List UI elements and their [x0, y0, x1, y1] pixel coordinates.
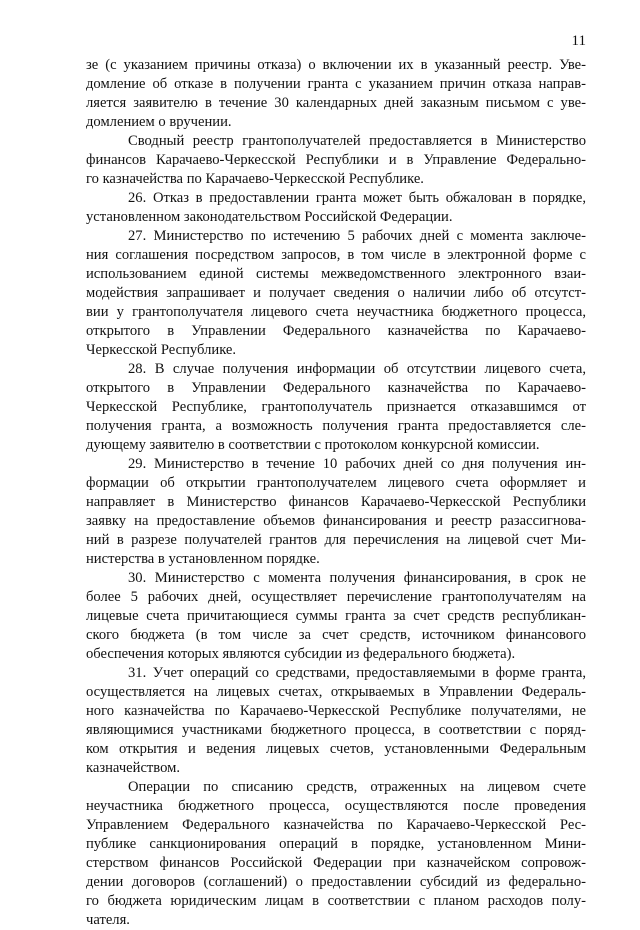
text-line: установленном законодательством Российской Федерации.: [86, 209, 453, 225]
paragraph: [86, 132, 586, 189]
text-line: ляется заявителю в течение 30 календарных дней заказным письмом с уве-: [86, 95, 586, 111]
text-line: 31. Учет операций со средствами, предоставляемыми в форме гранта,: [128, 665, 586, 681]
text-line: домление об отказе в получении гранта с указанием причин отказа направ-: [86, 76, 586, 92]
text-line: казначейством.: [86, 760, 180, 776]
text-line: осуществляется на лицевых счетах, открываемых в Управлении Федераль-: [86, 684, 586, 700]
text-line: ного казначейства по Карачаево-Черкесской Республике получателями, не: [86, 703, 586, 719]
text-line: открытого в Управлении Федерального казначейства по Карачаево-: [86, 323, 586, 339]
text-line: 28. В случае получения информации об отсутствии лицевого счета,: [128, 361, 586, 377]
text-line: лицевые счета причитающиеся суммы гранта за счет средств республикан-: [86, 608, 586, 624]
text-line: обеспечения которых являются субсидии из федерального бюджета).: [86, 646, 516, 662]
text-line: дующему заявителю в соответствии с протоколом конкурсной комиссии.: [86, 437, 540, 453]
paragraph: [86, 664, 586, 778]
document-body: [86, 56, 586, 930]
paragraph: [86, 455, 586, 569]
text-line: финансов Карачаево-Черкесской Республики и в Управление Федерально-: [86, 152, 586, 168]
text-line: использованием единой системы межведомственного электронного взаи-: [86, 266, 586, 282]
paragraph: [86, 778, 586, 930]
text-line: Сводный реестр грантополучателей предоставляется в Министерство: [128, 133, 586, 149]
text-line: Черкесской Республике.: [86, 342, 237, 358]
text-line: 26. Отказ в предоставлении гранта может быть обжалован в порядке,: [128, 190, 586, 206]
text-line: заявку на предоставление объемов финансирования и реестр разассигнова-: [86, 513, 586, 529]
text-line: публике санкционирования операций в порядке, установленном Мини-: [86, 836, 586, 852]
text-line: Операции по списанию средств, отраженных на лицевом счете: [128, 779, 586, 795]
text-line: чателя.: [86, 912, 130, 928]
text-line: направляет в Министерство финансов Карачаево-Черкесской Республики: [86, 494, 586, 510]
text-line: открытого в Управлении Федерального казначейства по Карачаево-: [86, 380, 586, 396]
paragraph: [86, 360, 586, 455]
text-line: ния соглашения посредством запросов, в том числе в электронной форме с: [86, 247, 586, 263]
text-line: вии у грантополучателя лицевого счета неучастника бюджетного процесса,: [86, 304, 586, 320]
text-line: неучастника бюджетного процесса, осуществляются после проведения: [86, 798, 586, 814]
text-line: ний в разрезе получателей грантов для перечисления на лицевой счет Ми-: [86, 532, 586, 548]
text-line: го бюджета юридическим лицам в соответствии с планом расходов полу-: [86, 893, 586, 909]
text-line: Черкесской Республике, грантополучатель признается отказавшимся от: [86, 399, 586, 415]
text-line: 30. Министерство с момента получения финансирования, в срок не: [128, 570, 586, 586]
text-line: 27. Министерство по истечению 5 рабочих дней с момента заключе-: [128, 228, 586, 244]
text-line: Управлением Федерального казначейства по Карачаево-Черкесской Рес-: [86, 817, 586, 833]
text-line: более 5 рабочих дней, осуществляет перечисление грантополучателям на: [86, 589, 586, 605]
text-line: формации об открытии грантополучателем лицевого счета оформляет и: [86, 475, 586, 491]
paragraph: [86, 569, 586, 664]
text-line: домлением о вручении.: [86, 114, 232, 130]
text-line: модействия запрашивает и получает сведения о наличии либо об отсутст-: [86, 285, 586, 301]
text-line: ского бюджета (в том числе за счет средств, источником финансового: [86, 627, 586, 643]
paragraph: [86, 227, 586, 360]
text-line: стерством финансов Российской Федерации при казначейском сопровож-: [86, 855, 586, 871]
text-line: ком открытия и ведения лицевых счетов, установленными Федеральным: [86, 741, 586, 757]
text-line: получения гранта, а возможность получения гранта предоставляется сле-: [86, 418, 586, 434]
text-line: дении договоров (соглашений) о предоставлении субсидий из федерально-: [86, 874, 586, 890]
text-line: нистерства в установленном порядке.: [86, 551, 320, 567]
text-line: зе (с указанием причины отказа) о включении их в указанный реестр. Уве-: [86, 57, 586, 73]
text-line: 29. Министерство в течение 10 рабочих дней со дня получения ин-: [128, 456, 586, 472]
text-line: являющимися участниками бюджетного процесса, в соответствии с поряд-: [86, 722, 586, 738]
text-line: го казначейства по Карачаево-Черкесской Республике.: [86, 171, 424, 187]
paragraph: [86, 189, 586, 227]
paragraph: [86, 56, 586, 132]
page-number: 11: [571, 33, 586, 49]
